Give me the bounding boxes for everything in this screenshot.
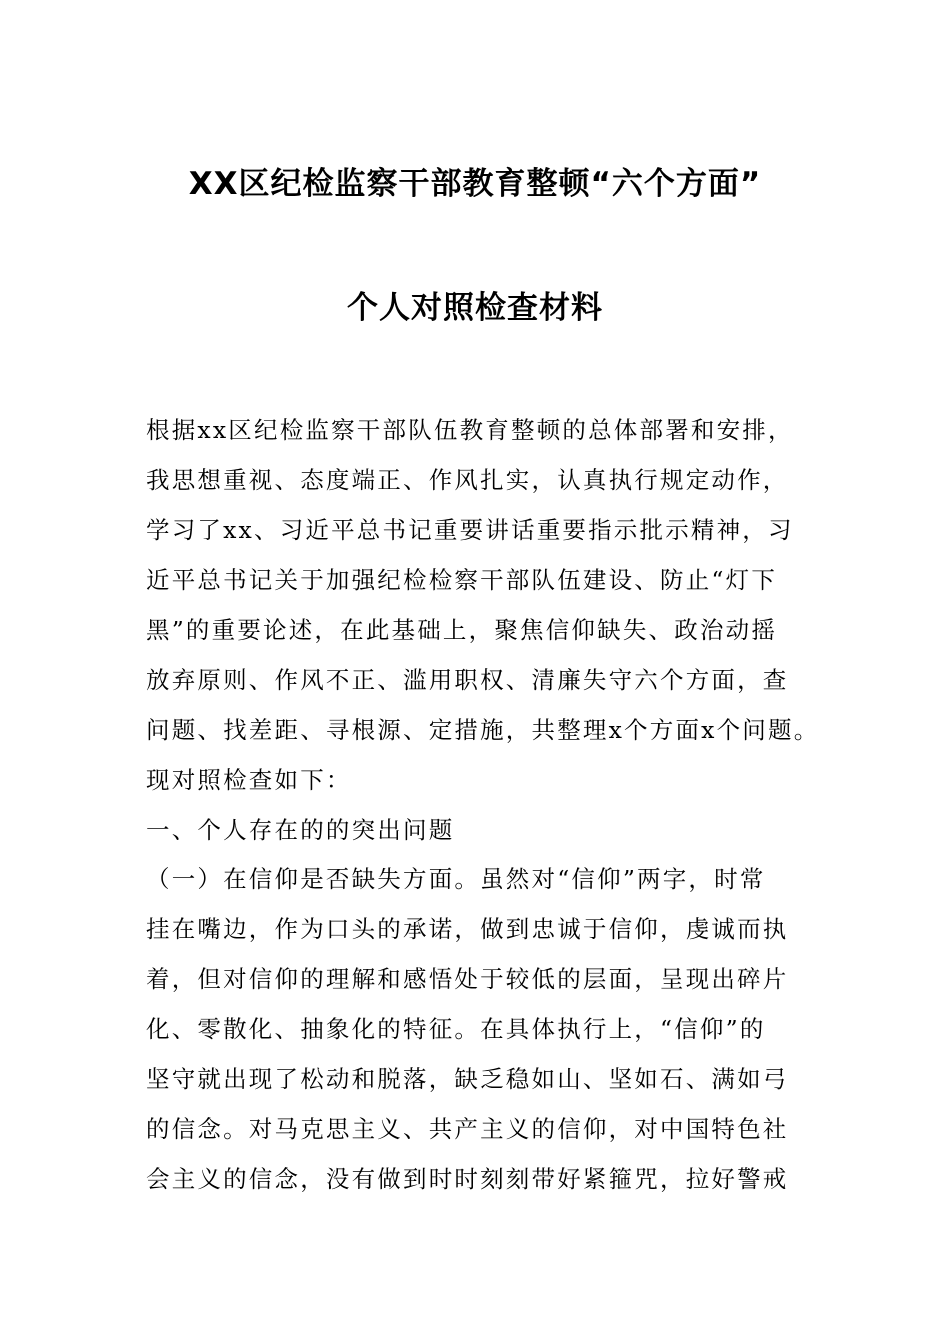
- body-line: 坚守就出现了松动和脱落，缺乏稳如山、坚如石、满如弓: [146, 1065, 789, 1093]
- body-line: 会主义的信念，没有做到时时刻刻带好紧箍咒，拉好警戒: [146, 1165, 789, 1193]
- body-line: 挂在嘴边，作为口头的承诺，做到忠诚于信仰，虔诚而执: [146, 915, 789, 943]
- body-line: 近平总书记关于加强纪检检察干部队伍建设、防止“灯下: [146, 566, 778, 594]
- body-line: 化、零散化、抽象化的特征。在具体执行上，“信仰”的: [146, 1015, 766, 1043]
- body-line: 学习了xx、习近平总书记重要讲话重要指示批示精神，习: [146, 516, 794, 544]
- document-title-line-2: 个人对照检查材料: [347, 290, 603, 326]
- body-line: （一）在信仰是否缺失方面。虽然对“信仰”两字，时常: [146, 865, 766, 893]
- body-line: 黑”的重要论述，在此基础上，聚焦信仰缺失、政治动摇: [146, 616, 778, 644]
- body-line: 的信念。对马克思主义、共产主义的信仰，对中国特色社: [146, 1115, 789, 1143]
- body-line: 放弃原则、作风不正、滥用职权、清廉失守六个方面，查: [146, 666, 789, 694]
- section-heading: 一、个人存在的的突出问题: [146, 816, 455, 844]
- body-line: 根据xx区纪检监察干部队伍教育整顿的总体部署和安排，: [146, 416, 794, 444]
- body-line: 现对照检查如下：: [146, 766, 352, 794]
- document-title-line-1: XX区纪检监察干部教育整顿“六个方面”: [188, 166, 762, 202]
- body-line: 问题、找差距、寻根源、定措施，共整理x个方面x个问题。: [146, 716, 820, 744]
- body-line: 着，但对信仰的理解和感悟处于较低的层面，呈现出碎片: [146, 965, 789, 993]
- body-line: 我思想重视、态度端正、作风扎实，认真执行规定动作，: [146, 466, 789, 494]
